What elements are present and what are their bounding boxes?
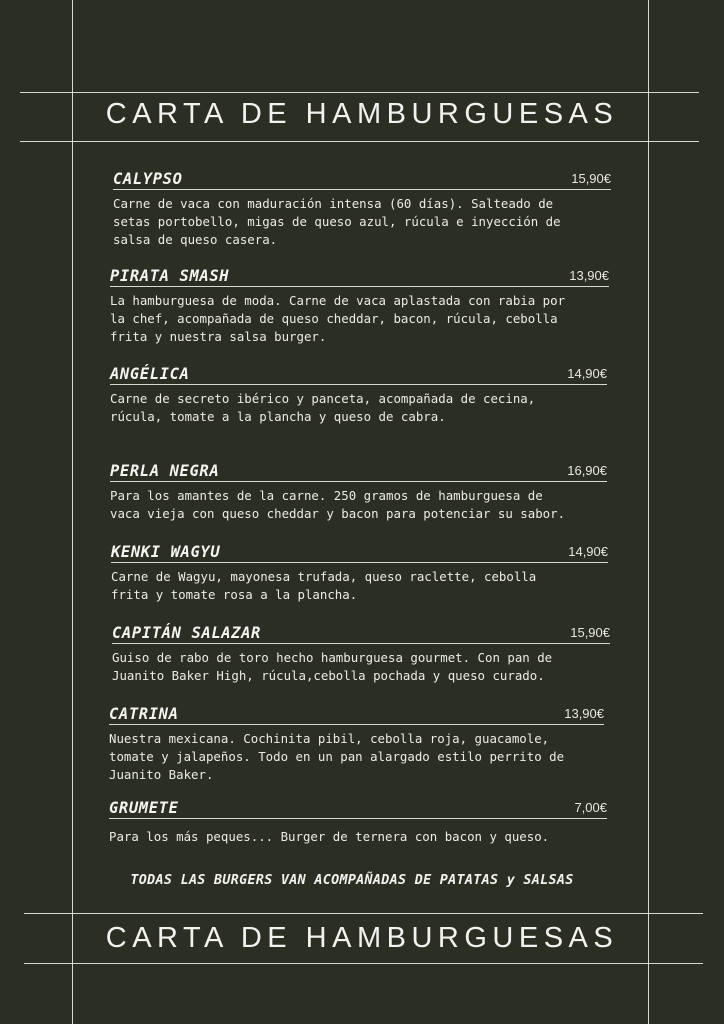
item-divider	[110, 286, 609, 287]
menu-item-kenki-wagyu	[111, 541, 608, 604]
item-name: KENKI WAGYU	[111, 543, 221, 561]
menu-item-angelica	[110, 363, 607, 426]
item-price: 15,90€	[571, 171, 611, 186]
item-divider	[112, 643, 610, 644]
item-divider	[113, 189, 611, 190]
menu-item-perla-negra	[110, 460, 607, 523]
menu-item-calypso	[113, 168, 611, 248]
item-divider	[110, 481, 607, 482]
menu-item-grumete	[109, 797, 607, 846]
header-rule-bottom	[20, 141, 699, 142]
menu-item-pirata-smash	[110, 265, 609, 345]
item-description: La hamburguesa de moda. Carne de vaca aplastada con rabia por la chef, acompañada de queso cheddar, bacon, rúcula, cebolla frita y nuestra salsa burger.	[110, 293, 566, 344]
item-price: 14,90€	[568, 544, 608, 559]
item-price: 15,90€	[570, 625, 610, 640]
item-description: Nuestra mexicana. Cochinita pibil, cebolla roja, guacamole, tomate y jalapeños. Todo en un pan alargado estilo perrito de Juanito Baker.	[109, 731, 565, 782]
item-name: GRUMETE	[109, 799, 179, 817]
item-price: 7,00€	[574, 800, 607, 815]
footer-rule-bottom	[24, 963, 703, 964]
item-name: CATRINA	[109, 705, 179, 723]
item-price: 14,90€	[567, 366, 607, 381]
item-divider	[111, 562, 608, 563]
footer-title: CARTA DE HAMBURGUESAS	[105, 922, 619, 954]
item-divider	[109, 724, 604, 725]
item-name: ANGÉLICA	[110, 365, 190, 383]
item-divider	[109, 818, 607, 819]
frame-line-right	[648, 0, 649, 1024]
item-price: 13,90€	[569, 268, 609, 283]
item-divider	[110, 384, 607, 385]
frame-line-left	[72, 0, 73, 1024]
item-name: PIRATA SMASH	[110, 267, 230, 285]
item-description: Carne de secreto ibérico y panceta, acompañada de cecina, rúcula, tomate a la plancha y queso de cabra.	[110, 391, 536, 424]
item-description: Para los amantes de la carne. 250 gramos de hamburguesa de vaca vieja con queso cheddar y bacon para potenciar su sabor.	[110, 488, 566, 521]
item-description: Carne de vaca con maduración intensa (60 días). Salteado de setas portobello, migas de queso azul, rúcula e inyección de salsa de queso casera.	[113, 196, 561, 247]
header-rule-top	[20, 92, 699, 93]
menu-item-capitan-salazar	[112, 622, 610, 685]
item-name: CALYPSO	[113, 170, 183, 188]
item-description: Para los más peques... Burger de ternera con bacon y queso.	[109, 829, 550, 844]
item-name: CAPITÁN SALAZAR	[112, 624, 261, 642]
item-name: PERLA NEGRA	[110, 462, 220, 480]
item-price: 13,90€	[564, 706, 604, 721]
item-price: 16,90€	[567, 463, 607, 478]
item-description: Carne de Wagyu, mayonesa trufada, queso raclette, cebolla frita y tomate rosa a la plancha.	[111, 569, 537, 602]
sides-note: TODAS LAS BURGERS VAN ACOMPAÑADAS DE PATATAS y SALSAS	[130, 873, 574, 888]
item-description: Guiso de rabo de toro hecho hamburguesa gourmet. Con pan de Juanito Baker High, rúcula,cebolla pochada y queso curado.	[112, 650, 553, 683]
page-title: CARTA DE HAMBURGUESAS	[105, 98, 619, 130]
menu-item-catrina	[109, 703, 604, 783]
footer-rule-top	[24, 913, 703, 914]
